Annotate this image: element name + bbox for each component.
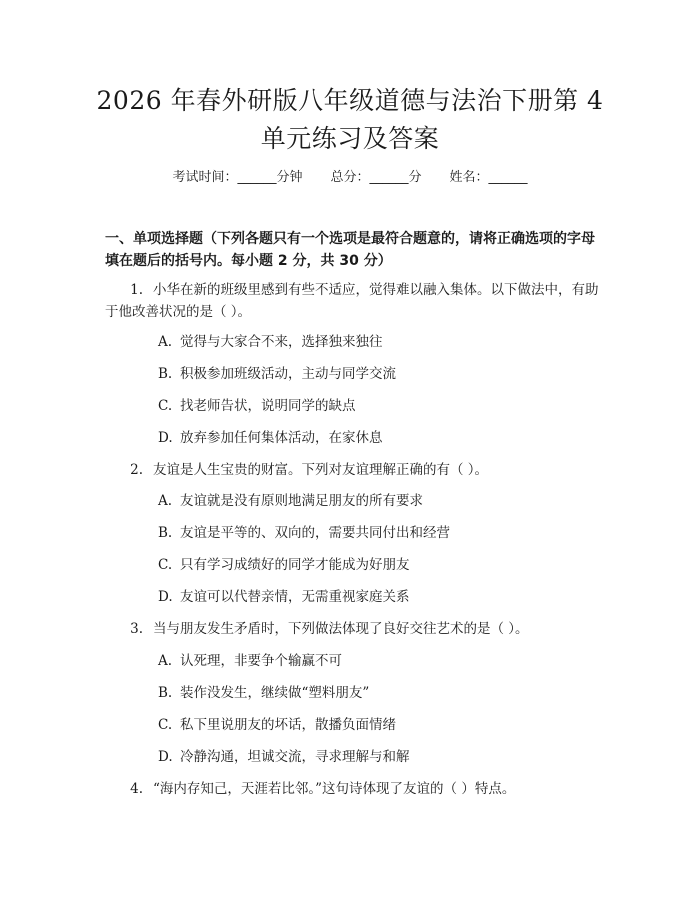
option-letter: D.: [158, 430, 173, 446]
question-number: 1.: [130, 282, 143, 298]
option-letter: A.: [158, 334, 173, 350]
option-text: 积极参加班级活动，主动与同学交流: [180, 366, 396, 382]
question-stem: 小华在新的班级里感到有些不适应，觉得难以融入集体。以下做法中，有助于他改善状况的是（ ）。: [105, 282, 599, 320]
question-3-option-c: [158, 714, 598, 736]
question-1-option-b: [158, 363, 598, 385]
question-1: [105, 279, 605, 323]
question-2-option-c: [158, 554, 598, 576]
question-3-option-a: [158, 650, 598, 672]
total-score-field: 总分：______分: [330, 170, 422, 185]
option-text: 只有学习成绩好的同学才能成为好朋友: [180, 557, 410, 573]
question-number: 3.: [130, 621, 143, 637]
option-letter: B.: [158, 685, 173, 701]
question-2-option-a: [158, 490, 598, 512]
question-stem: “海内存知己，天涯若比邻。”这句诗体现了友谊的（ ）特点。: [153, 781, 516, 797]
option-letter: A.: [158, 493, 173, 509]
exam-time-field: 考试时间：______分钟: [172, 170, 303, 185]
question-number: 2.: [130, 462, 143, 478]
student-name-field: 姓名：______: [449, 170, 528, 185]
question-2-option-d: [158, 586, 598, 608]
option-letter: A.: [158, 653, 173, 669]
option-text: 友谊可以代替亲情，无需重视家庭关系: [180, 589, 410, 605]
option-letter: C.: [158, 398, 173, 414]
exam-meta: [0, 168, 700, 188]
section-title: 一、单项选择题（下列各题只有一个选项是最符合题意的，请将正确选项的字母填在题后的括号内。每小题 2 分，共 30 分）: [105, 231, 595, 269]
option-letter: B.: [158, 366, 173, 382]
option-letter: C.: [158, 557, 173, 573]
question-4: [105, 778, 605, 800]
option-letter: C.: [158, 717, 173, 733]
question-1-option-c: [158, 395, 598, 417]
option-text: 冷静沟通，坦诚交流，寻求理解与和解: [180, 749, 410, 765]
option-text: 找老师告状，说明同学的缺点: [180, 398, 356, 414]
option-letter: B.: [158, 525, 173, 541]
option-text: 放弃参加任何集体活动，在家休息: [180, 430, 383, 446]
option-text: 友谊就是没有原则地满足朋友的所有要求: [180, 493, 423, 509]
option-letter: D.: [158, 749, 173, 765]
question-1-option-a: [158, 331, 598, 353]
question-3: [105, 618, 605, 640]
option-letter: D.: [158, 589, 173, 605]
option-text: 觉得与大家合不来，选择独来独往: [180, 334, 383, 350]
question-2: [105, 459, 605, 481]
title-line-2: 单元练习及答案: [260, 124, 440, 153]
option-text: 私下里说朋友的坏话，散播负面情绪: [180, 717, 396, 733]
question-2-option-b: [158, 522, 598, 544]
question-stem: 当与朋友发生矛盾时，下列做法体现了良好交往艺术的是（ ）。: [153, 621, 529, 637]
option-text: 友谊是平等的、双向的，需要共同付出和经营: [180, 525, 450, 541]
option-text: 装作没发生，继续做“塑料朋友”: [180, 685, 370, 701]
question-3-option-b: [158, 682, 598, 704]
question-number: 4.: [130, 781, 143, 797]
document-title: [90, 82, 610, 158]
question-3-option-d: [158, 746, 598, 768]
question-1-option-d: [158, 427, 598, 449]
title-line-1: 2026 年春外研版八年级道德与法治下册第 4: [96, 86, 604, 115]
question-stem: 友谊是人生宝贵的财富。下列对友谊理解正确的有（ ）。: [153, 462, 489, 478]
option-text: 认死理，非要争个输赢不可: [180, 653, 342, 669]
